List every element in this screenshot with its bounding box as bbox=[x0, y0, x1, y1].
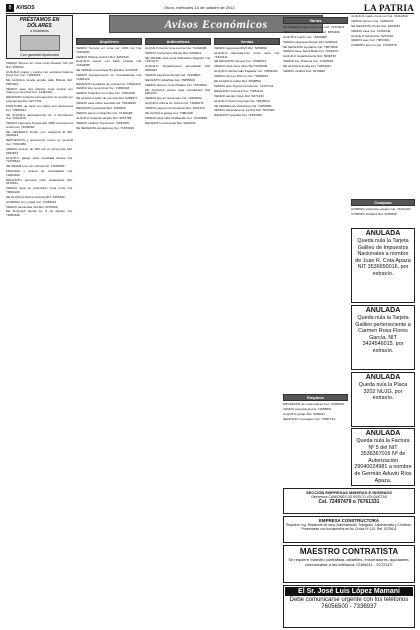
construction-ad-title: EMPRESA CONSTRUCTORA bbox=[318, 518, 379, 523]
category-header: Alquileres bbox=[76, 38, 142, 45]
contractor-ad-title: MAESTRO CONTRATISTA bbox=[299, 547, 399, 556]
classified-ad: SE NECESITA ayudante Cel. 73870009 bbox=[283, 44, 338, 49]
mining-ad-text: Ofrecemos CAMIONES DE ROSCO VOLQUETAS bbox=[310, 495, 388, 499]
category-header: Ventas bbox=[214, 38, 280, 45]
classified-ad: VENDO casa Cel. 72433344 bbox=[351, 28, 391, 33]
classified-ad: ALQUILO cuarto Cel. 71866690 bbox=[283, 34, 327, 39]
classified-ad: ALQUILO departamento amueblado Ref. 5250043 bbox=[145, 64, 211, 73]
category-header: Empleos bbox=[283, 394, 348, 401]
classified-ad: ALQUILO departamento zona norte Cel. 71833441 bbox=[214, 50, 280, 59]
classified-ad: ALQUILO cuarto zona sur Cel. 72412200 bbox=[351, 15, 408, 18]
classified-ad: SE VENDE lote con minuta Cel. 71856009 bbox=[6, 164, 65, 169]
banner-title: Avisos Económicos bbox=[164, 16, 268, 31]
classified-ad: VENDO Colectivo con línea Cel. 72451109 bbox=[76, 91, 135, 96]
classified-ad: SE ALQUILA cuarto para estudiantes Ref. 5264411 bbox=[145, 87, 211, 96]
anulada-notice-3 bbox=[351, 372, 415, 427]
anulada-text: Queda nula la Tarjeta Galileo de Impuestos Nacionales a nombre de Juan R. Cota Apaza NIT 3536650016, por extravío. bbox=[355, 238, 411, 277]
promo-line-1: PRÉSTAMOS EN bbox=[19, 17, 60, 23]
loan-promo-box bbox=[6, 15, 73, 59]
classified-ad: VENDO Departamento en Cochabamba Cel. 72481122 bbox=[76, 72, 142, 81]
classified-ad: SE ALQUILA cuarto Ref. 5268890 bbox=[214, 79, 261, 84]
classified-ad: SE VENDE lote Vichuloma Cel. 72459981 bbox=[214, 103, 272, 108]
classified-column-5 bbox=[283, 15, 348, 390]
classified-ad: ALQUILO oficina Av. Cívica Cel. 71890076 bbox=[145, 101, 204, 106]
construction-ad-text: Requiere: Ing. Residente de obra, Administrador, Topógrafo, Laboratorista y Choferes. Presentarse con documentos en Av. Cívica Nº 120. Ref. 5275611 bbox=[286, 523, 412, 531]
classified-ad: VENDO minibús Toyota Cel. 73811520 bbox=[76, 120, 130, 125]
classified-ad: SE ALQUILA departamento de 3 dormitorios Cel. 72441178 bbox=[6, 112, 73, 121]
anulada-text: Queda nula la Tarjeta Galileo perteneciente a Carmen Rosa Flores García, NIT 3424546015, por extravío. bbox=[355, 315, 411, 354]
classified-column-4 bbox=[214, 36, 280, 628]
classified-ad: VENDO vagoneta Nissan Ref. 5265544 bbox=[283, 39, 338, 44]
anulada-text: Queda nula la Placa 3202 NUJG, por extravío. bbox=[358, 382, 408, 402]
classified-ad: SE ALQUILA salón de eventos Ref. 5256677 bbox=[76, 96, 138, 101]
classified-ad: VENDO terreno de 300 m2 en zona este Ref. 5254813 bbox=[6, 146, 73, 155]
classified-ad: SE NECESITA mesera Cel. 72499012 bbox=[214, 59, 267, 64]
classified-column-6 bbox=[351, 15, 415, 195]
classified-ad: VENDO Terreno en zona sur 1200 m2 Cel. 72464491 bbox=[76, 46, 142, 54]
classified-ad: VENDO auto Toyota Corolla Cel. 72427701 bbox=[214, 83, 274, 88]
classified-ad: COMPRO chatarra Ref. 5250099 bbox=[351, 211, 397, 216]
promo-logo-icon bbox=[20, 35, 60, 51]
classified-ad: VENDO casa Tierra Bella Cel. 72440077 bbox=[283, 49, 339, 54]
classified-ad: VENDO lote Huanuni Cel. 71815543 bbox=[283, 59, 334, 64]
classified-column-3 bbox=[145, 36, 211, 628]
classified-ad: COMPRO vehículos usados Cel. 72421100 bbox=[351, 207, 411, 211]
classified-column-6b bbox=[351, 197, 415, 226]
classified-ad: VENDO terreno La Aduana Ref. 5254490 bbox=[283, 29, 340, 34]
classified-ad: VENDO casa dos plantas zona central con todos los servicios Cel. 72484410 bbox=[6, 86, 73, 95]
classified-ad: VENDO casa zona Vinto Ref. 5263345 bbox=[214, 64, 268, 69]
classified-ad: NECESITO guardia Cel. 71823340 bbox=[214, 113, 262, 118]
classified-ad: ALQUILO departamento Ref. 5266678 bbox=[283, 54, 336, 59]
classified-column-5b bbox=[283, 392, 348, 486]
classified-ad: NECESITO albañiles Cel. 73855002 bbox=[145, 77, 195, 82]
classified-ad: VENDO Oficina céntrica Ref. 5252240 bbox=[76, 54, 129, 59]
classified-ad: SE ALQUILA casa zona norte Cel. 72470011 bbox=[283, 25, 345, 29]
mining-ad-phone: Cel. 72497479 o 76761331 bbox=[318, 499, 380, 505]
classified-ad: PROFESOR de matemáticas Cel. 72489900 bbox=[283, 402, 345, 406]
classified-ad: ALQUILO tienda calle Pagador Cel. 73864400 bbox=[214, 69, 278, 74]
classified-ad: NECESITO costureras Ref. 5262234 bbox=[145, 120, 196, 125]
construction-company-ad bbox=[283, 516, 415, 543]
promo-line-3: o bolivianos bbox=[30, 29, 49, 33]
classified-ad: FRANJAS y pintura de movilidades Cel. 72484100 bbox=[6, 169, 73, 177]
anulada-text: Queda nula la Factura Nº 5 del NIT 3536367016 Nº de Autorización 29040024981 a nombre de Germán Aduviri Ríos Apaza. bbox=[354, 438, 412, 484]
classified-ad: VENDO vagoneta Suzuki Cel. 72438821 bbox=[145, 72, 201, 77]
classified-ad: NECESITO cocinera Cel. 71851122 bbox=[214, 88, 264, 93]
classified-ad: VENDO casa sobre avenida Cel. 71849908 bbox=[76, 101, 136, 106]
classified-ad: VENDO vagoneta RAV4 Ref. 5258890 bbox=[214, 46, 267, 50]
classified-ad: VENDO terreno Cel. 71891133 bbox=[351, 18, 394, 23]
classified-ad: SE ALQUILA tienda amplia calle Bolívar Ref. 5254422 bbox=[6, 78, 73, 86]
classified-ad: SE ALQUILA tienda Av. 6 de Agosto Cel. 71883320 bbox=[6, 209, 73, 218]
classified-ad: ALQUILO garaje Ref. 5260011 bbox=[283, 411, 326, 416]
category-header: Anticréticos bbox=[145, 38, 211, 45]
classified-ad: VENDO auto Cel. 73833321 bbox=[351, 38, 390, 43]
promo-line-2: DÓLARES bbox=[27, 23, 52, 29]
personal-notice-title: El Sr. José Luis López Mamani bbox=[285, 587, 413, 596]
classified-ad: SE VENDE motocicleta Honda Ref. 5273345 bbox=[76, 68, 138, 73]
contractor-ad-text: Se requiere maestro contratista, albañiles, encofradores, ayudantes; comunicarse a los teléfonos 72486111 - 5272312. bbox=[288, 557, 410, 567]
anulada-title: ANULADA bbox=[365, 230, 401, 237]
classified-ad: REPUESTOS y accesorios motos en general Cel. 70310066 bbox=[6, 138, 73, 147]
classified-ad: VENDO casa en anticrético zona norte Cel. 73831200 bbox=[6, 186, 73, 194]
anulada-notice-1 bbox=[351, 228, 415, 303]
classified-ad: SE NECESITA chofer Ref. 5264433 bbox=[351, 23, 400, 28]
classified-ad: VENDO camioneta 4x4 Ref. 5270099 bbox=[6, 204, 58, 209]
promo-line-4: Con garantía hipotecaria bbox=[20, 53, 59, 57]
classified-ad: ALQUILO garaje para movilidad liviana Cel. 72476544 bbox=[6, 155, 73, 164]
classified-ad: NECESITO mensajero Cel. 73807712 bbox=[283, 416, 336, 421]
anulada-title: ANULADA bbox=[365, 430, 401, 437]
classified-ad: NECESITO secretaria Ref. 5259930 bbox=[76, 106, 126, 111]
classified-ad: ALQUILO depósito amplio Ref. 5257788 bbox=[76, 115, 132, 120]
classified-ad: COMPRO terreno Cel. 71843378 bbox=[351, 43, 397, 48]
anulada-title: ANULADA bbox=[365, 374, 401, 381]
classified-ad: NECESITO señorita para atención de tienda con experiencia Ref. 5277701 bbox=[6, 95, 73, 104]
classified-ad: VENDO lote en Socamani Cel. 72466030 bbox=[145, 96, 202, 101]
classified-ad: ALQUILO cuarto y cocina con servicios básicos Zona Sur. Cel. 71843215 bbox=[6, 69, 73, 78]
anulada-title: ANULADA bbox=[365, 307, 401, 314]
personal-notice-ad bbox=[283, 585, 415, 628]
classified-ad: VENDO terreno Caracollo Cel. 72491188 bbox=[76, 110, 133, 115]
classified-ad: ALQUILO tienda Ref. 5272210 bbox=[351, 33, 394, 38]
classified-column-1 bbox=[6, 62, 73, 628]
page-header bbox=[6, 2, 414, 14]
classified-ad: NECESITO personal para restaurante Ref. 5276631 bbox=[6, 177, 73, 186]
classified-ad: VENDO minibús Ref. 5278800 bbox=[283, 69, 325, 74]
classified-ad: VENDO casa Villa Challacollo Cel. 72418830 bbox=[145, 115, 208, 120]
personal-notice-text: Debe comunicarse urgente con los teléfonos 76056500 - 7336937 bbox=[289, 597, 409, 611]
publication-date: Oruro, miércoles 10 de octubre de 2012 bbox=[163, 5, 235, 10]
classified-ad: SE ALQUILA tienda Cel. 72403321 bbox=[283, 64, 331, 69]
classified-ad: ALQUILO tienda zona central Cel. 72410098 bbox=[145, 46, 207, 50]
anulada-notice-2 bbox=[351, 305, 415, 370]
classified-ad: VENDO Terreno en zona norte Rosario 700 m2 Ref. 5251111 bbox=[6, 62, 73, 69]
classified-ad: SE ALQUILA garaje Cel. 73801290 bbox=[145, 110, 194, 115]
classified-ad: VENDO terreno zona Huajara Cel. 71878810 bbox=[145, 82, 207, 87]
classified-ad: COMPRO oro y plata Cel. 72455013 bbox=[6, 199, 57, 204]
classified-ad: SE NECESITA chofer con categoría B Ref. 5249021 bbox=[6, 129, 73, 138]
classified-ad: ALQUILO cuarto con baño privado Cel. 71840055 bbox=[76, 59, 142, 68]
classified-ad: SE ALQUILA oficina céntrica Ref. 5255400 bbox=[6, 194, 65, 199]
classified-ad: ALQUILO local comercial Cel. 73846612 bbox=[214, 98, 270, 103]
mining-ad-title: SECCIÓN EMPRESAS MINERAS E INGENIOS bbox=[306, 490, 392, 495]
classified-ad: SE NECESITA vendedores Cel. 71870024 bbox=[76, 125, 135, 130]
category-header: Varios bbox=[283, 17, 348, 24]
classified-ad: SE VENDE casa zona Sebastián Pagador Cel. 71812277 bbox=[145, 55, 211, 64]
classified-ad: VENDO Camioneta Nissan Ref. 5269911 bbox=[145, 50, 202, 55]
classified-ad: VENDO negocio funcionando Ref. 5261123 bbox=[145, 106, 205, 111]
classified-ad: VENDO camión Volvo Ref. 5271103 bbox=[214, 93, 264, 98]
classified-ad: VENDO motocicleta Cel. 71858801 bbox=[283, 406, 332, 411]
newspaper-brand: LA PATRIA bbox=[363, 2, 414, 13]
category-header: Compras bbox=[351, 199, 415, 206]
contractor-ad bbox=[283, 545, 415, 583]
classified-ad: MONTAJES de feria con todos sus accesorios Cel. 73800914 bbox=[6, 103, 73, 112]
classified-column-2 bbox=[76, 36, 142, 628]
mining-trucks-ad bbox=[283, 488, 415, 514]
classified-ad: VENDO lote zona Vinto Cel. 71860043 bbox=[76, 86, 130, 91]
classified-ad: VENDO departamento La Paz Ref. 5253301 bbox=[214, 108, 275, 113]
page-number: 8 bbox=[6, 4, 14, 12]
classified-ad: VENDO terreno 450 m2 Cel. 71880033 bbox=[214, 74, 268, 79]
classified-ad: NECESITO ayudante de cocina Cel. 73822418 bbox=[76, 81, 141, 86]
classified-ad: VENDO vagoneta Toyota año 2005 documentos al día Cel. 71195082 bbox=[6, 121, 73, 129]
anulada-notice-4 bbox=[351, 428, 415, 486]
section-name: AVISOS bbox=[16, 4, 35, 11]
